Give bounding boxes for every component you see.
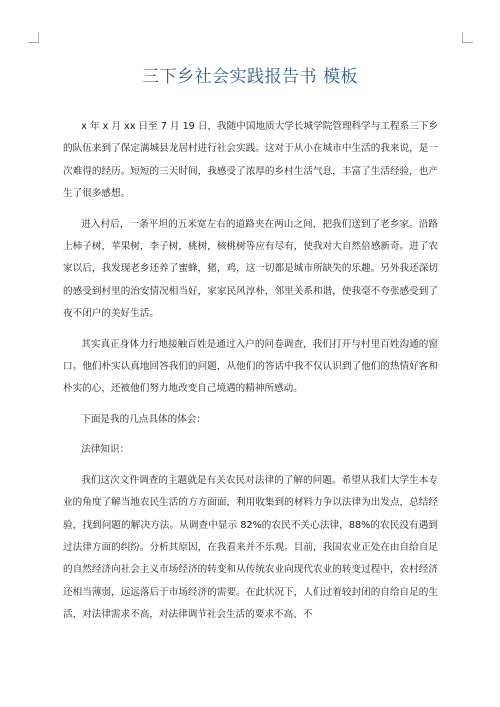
paragraph-4: 下面是我的几点具体的体会： (81, 413, 206, 425)
paragraph-1: x 年 x 月 xx 日至 7 月 19 日，我随中国地质大学长城学院管理科学与工程系三下乡的队伍来到了保定满城县龙居村进行社会实践。这对于从小在城市中生活的我来说，是一次难得的经历。短短的三天时间，我感受了浓厚的乡村生活气息，丰富了生活经验，也产生了很多感想。 (63, 121, 438, 200)
paragraph-3: 其实真正身体力行地接触百姓是通过入户的问卷调查，我们打开与村里百姓沟通的窗口。他们朴实认真地回答我们的问题，从他们的答话中我不仅认识到了他们的热情好客和朴实的心，还被他们努力地改变自己境遇的精神所感动。 (63, 338, 438, 395)
corner-mark-top-right (462, 32, 473, 43)
document-body (63, 116, 438, 635)
paragraph-5: 法律知识： (81, 444, 130, 456)
corner-mark-top-left (28, 32, 39, 43)
paragraph-6: 我们这次文件调查的主题就是有关农民对法律的了解的问题。希望从我们大学生本专业的角度了解当地农民生活的方方面面，利用收集到的材料力争以法律为出发点，总结经验，找到问题的解决方法。从调查中显示 82%的农民不关心法律，88%的农民没有遇到过法律方面的纠纷。分析其原因，在我看来并不乐观。目前，我国农业正处在由自给自足的自然经济向社会主义市场经济的转变和从传统农业向现代农业的转变过程中，农村经济还相当薄弱，远远落后于市场经济的需要。在此状况下，人们过着较封闭的自给自足的生活，对法律需求不高，对法律调节社会生活的要求不高、不 (63, 474, 438, 621)
document-title: 三下乡社会实践报告书 模板 (142, 67, 358, 87)
paragraph-2: 进入村后，一条平坦的五米宽左右的道路夹在两山之间，把我们送到了老乡家。沿路上柿子树，苹果树，李子树，桃树，核桃树等应有尽有，使我对大自然倍感新奇。进了农家以后，我发现老乡还养了蜜蜂，猪，鸡，这一切都是城市所缺失的乐趣。另外我还深切的感受到村里的治安情况相当好，家家民风淳朴，邻里关系和谐，使我毫不夸张感受到了夜不闭户的美好生活。 (63, 218, 438, 320)
